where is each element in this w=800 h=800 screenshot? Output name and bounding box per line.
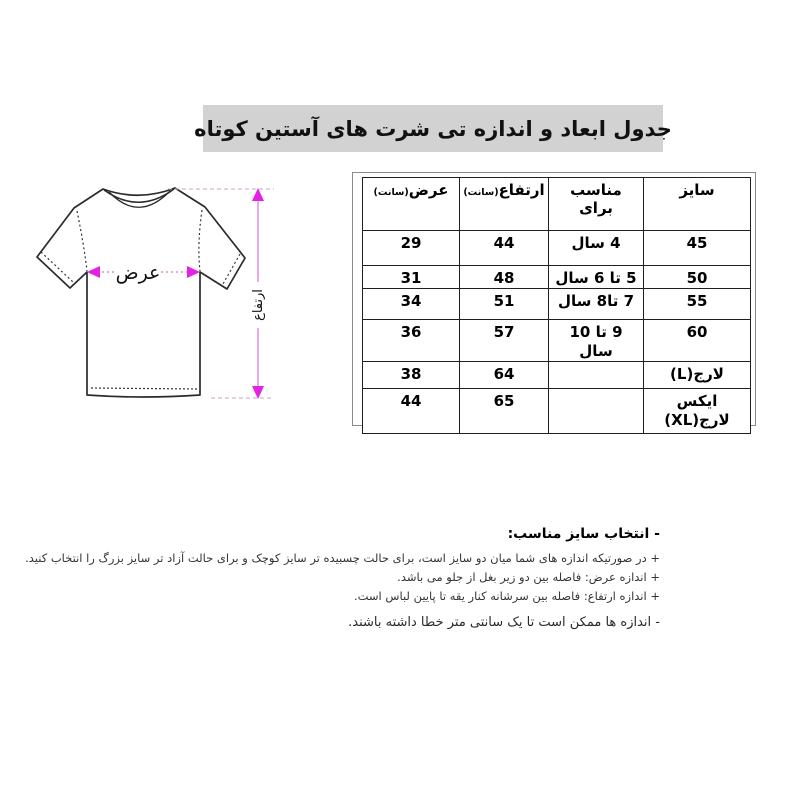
fits-cell: 5 تا 6 سال — [549, 266, 644, 289]
header-width: عرض(سانت) — [363, 178, 460, 231]
tshirt-outline — [37, 188, 245, 397]
fits-cell: 7 تا8 سال — [549, 289, 644, 320]
height-cell: 44 — [460, 231, 549, 266]
table-header-row — [363, 178, 751, 231]
tshirt-measurement-diagram — [25, 175, 325, 425]
height-cell: 65 — [460, 389, 549, 434]
size-cell: 45 — [644, 231, 751, 266]
height-cell: 64 — [460, 362, 549, 389]
width-cell: 34 — [363, 289, 460, 320]
height-cell: 48 — [460, 266, 549, 289]
page-title: جدول ابعاد و اندازه تی شرت های آستین کوتاه — [194, 116, 672, 141]
table-row — [363, 362, 751, 389]
table-row — [363, 389, 751, 434]
table-row — [363, 231, 751, 266]
notes-heading: - انتخاب سایز مناسب: — [507, 526, 660, 542]
width-cell: 31 — [363, 266, 460, 289]
size-cell: ایکس لارج(XL) — [644, 389, 751, 434]
fits-cell — [549, 362, 644, 389]
height-label: ارتفاع — [251, 289, 266, 321]
header-size: سایز — [644, 178, 751, 231]
fits-cell: 9 تا 10 سال — [549, 320, 644, 362]
height-cell: 57 — [460, 320, 549, 362]
table-row — [363, 289, 751, 320]
header-fits: مناسب برای — [549, 178, 644, 231]
table-row — [363, 320, 751, 362]
width-cell: 29 — [363, 231, 460, 266]
title-bar — [194, 105, 672, 152]
size-selection-notes — [25, 526, 660, 630]
height-arrowhead-bottom — [252, 386, 264, 399]
size-cell: 60 — [644, 320, 751, 362]
header-height: ارتفاع(سانت) — [460, 178, 549, 231]
width-cell: 44 — [363, 389, 460, 434]
size-cell: 55 — [644, 289, 751, 320]
fits-cell — [549, 389, 644, 434]
width-label: عرض — [115, 262, 161, 284]
note-item: + در صورتیکه اندازه های شما میان دو سایز است، برای حالت چسبیده تر سایز کوچک و برای حالت آزاد تر سایز بزرگ را انتخاب کنید. — [25, 551, 660, 565]
fits-cell: 4 سال — [549, 231, 644, 266]
table-row — [363, 266, 751, 289]
note-item: + اندازه عرض: فاصله بین دو زیر بغل از جلو می باشد. — [397, 570, 660, 584]
width-cell: 38 — [363, 362, 460, 389]
size-cell: لارج(L) — [644, 362, 751, 389]
size-cell: 50 — [644, 266, 751, 289]
height-arrowhead-top — [252, 188, 264, 201]
width-cell: 36 — [363, 320, 460, 362]
measurement-disclaimer: - اندازه ها ممکن است تا یک سانتی متر خطا داشته باشند. — [348, 615, 660, 630]
note-item: + اندازه ارتفاع: فاصله بین سرشانه کنار یقه تا پایین لباس است. — [353, 589, 660, 603]
size-table — [362, 177, 751, 434]
height-cell: 51 — [460, 289, 549, 320]
